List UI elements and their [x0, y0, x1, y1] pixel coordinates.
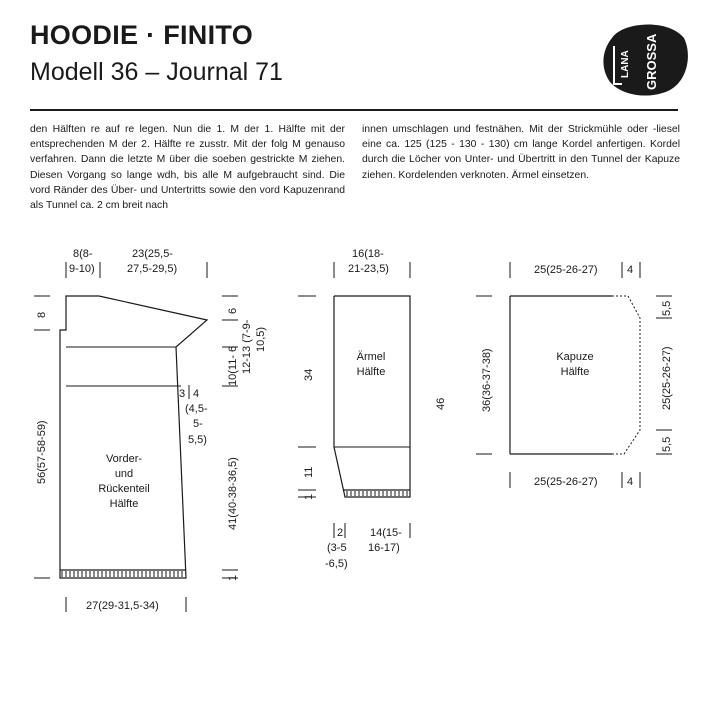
body-left-height-dim: 56(57-58-59) — [36, 420, 48, 484]
hood-right-dim-55-top: 5,5 — [661, 300, 673, 316]
hood-top-dim-4: 4 — [627, 264, 634, 276]
hood-right-dim-55-bottom: 5,5 — [661, 436, 673, 452]
sleeve-top-dim-2: 21-23,5) — [348, 263, 389, 275]
sleeve-left-dim-1: 1 — [303, 493, 315, 500]
sleeve-label-2: Hälfte — [356, 366, 386, 378]
sleeve-bottom-dim-14-b: 16-17) — [368, 542, 400, 554]
hood-bottom-dim-4: 4 — [627, 476, 634, 488]
instructions-left-column: den Hälften re auf re legen. Nun die 1. M der 1. Hälfte mit der entsprechenden M der 2. Hälfte re zusstr. Mit der folg M genauso verfahren. Dann die letzte M über die soeben gestrickte M ziehen. Diesen Vorgang so lange wdh, bis alle M aufgebraucht sind. Die vord Ränder des Über- und Untertritts sowie den vord Kapuzenrand als Tunnel ca. 2 cm breit nach — [30, 124, 345, 212]
sleeve-label-1: Ärmel — [356, 351, 386, 363]
sleeve-bottom-dim-2b-b: -6,5) — [325, 558, 348, 570]
svg-text:LANA: LANA — [620, 50, 631, 78]
body-mid-dim-4: 4 — [193, 388, 200, 400]
lana-grossa-logo — [598, 20, 690, 98]
body-left-dim-8: 8 — [36, 311, 48, 318]
sleeve-bottom-dim-14-a: 14(15- — [370, 527, 402, 539]
hood-schematic — [476, 262, 673, 488]
sleeve-bottom-dim-2: 2 — [337, 527, 344, 539]
body-mid-dim-45-a: (4,5- — [185, 403, 208, 415]
body-right-height-dim: 41(40-38-36,5) — [227, 457, 239, 530]
sleeve-left-dim-11: 11 — [303, 466, 315, 478]
body-mid-dim-45-c: 5,5) — [188, 434, 207, 446]
body-right-dim-6: 6 — [227, 307, 239, 314]
svg-text:GROSSA: GROSSA — [644, 33, 659, 90]
hood-right-middle-dim: 25(25-26-27) — [661, 346, 673, 410]
body-right-dim-7-9-a: 12-13 (7-9- — [241, 319, 253, 374]
hood-top-width-dim: 25(25-26-27) — [534, 264, 598, 276]
hood-label-1: Kapuze — [556, 351, 594, 363]
instructions-right-column: innen umschlagen und festnähen. Mit der Strickmühle oder -liesel eine ca. 125 (125 - 130 - 130) cm lange Kordel anfertigen. Kordel durch die Löcher von Unter- und Übertritt in den Tunnel der Kapuze ziehen. Kordelenden verknoten. Ärmel einsetzen. — [362, 124, 680, 181]
body-bottom-width-dim: 27(29-31,5-34) — [86, 600, 159, 612]
sleeve-schematic — [298, 248, 447, 570]
body-mid-dim-45-b: 5- — [193, 418, 203, 430]
hood-bottom-width-dim: 25(25-26-27) — [534, 476, 598, 488]
hood-left-height-dim: 36(36-37-38) — [481, 348, 493, 412]
pattern-title: HOODIE · FINITO — [30, 20, 254, 50]
body-mid-dim-3: 3 — [179, 388, 186, 400]
pattern-subtitle: Modell 36 – Journal 71 — [30, 58, 283, 86]
schematic-diagrams — [0, 230, 707, 620]
sleeve-bottom-dim-2b-a: (3-5 — [327, 542, 347, 554]
body-right-dim-7-9-b: 10,5) — [255, 326, 267, 352]
body-right-dim-10-11: 10(11- 6 — [227, 345, 239, 386]
body-label-1: Vorder- — [105, 453, 143, 465]
sleeve-left-dim-34: 34 — [303, 368, 315, 381]
header-divider — [30, 109, 678, 111]
body-label-3: Rückenteil — [98, 483, 150, 495]
sleeve-top-dim-1: 16(18- — [352, 248, 384, 260]
body-right-rib-dim: 1 — [227, 574, 239, 581]
body-label-4: Hälfte — [109, 498, 139, 510]
body-top-left-dim-2: 9-10) — [69, 263, 95, 275]
body-top-right-dim-2: 27,5-29,5) — [127, 263, 178, 275]
body-label-2: und — [114, 468, 134, 480]
hood-label-2: Hälfte — [560, 366, 590, 378]
body-top-left-dim-1: 8(8- — [73, 248, 93, 260]
body-top-right-dim-1: 23(25,5- — [132, 248, 173, 260]
sleeve-right-dim-46: 46 — [435, 397, 447, 410]
body-schematic — [34, 248, 267, 612]
